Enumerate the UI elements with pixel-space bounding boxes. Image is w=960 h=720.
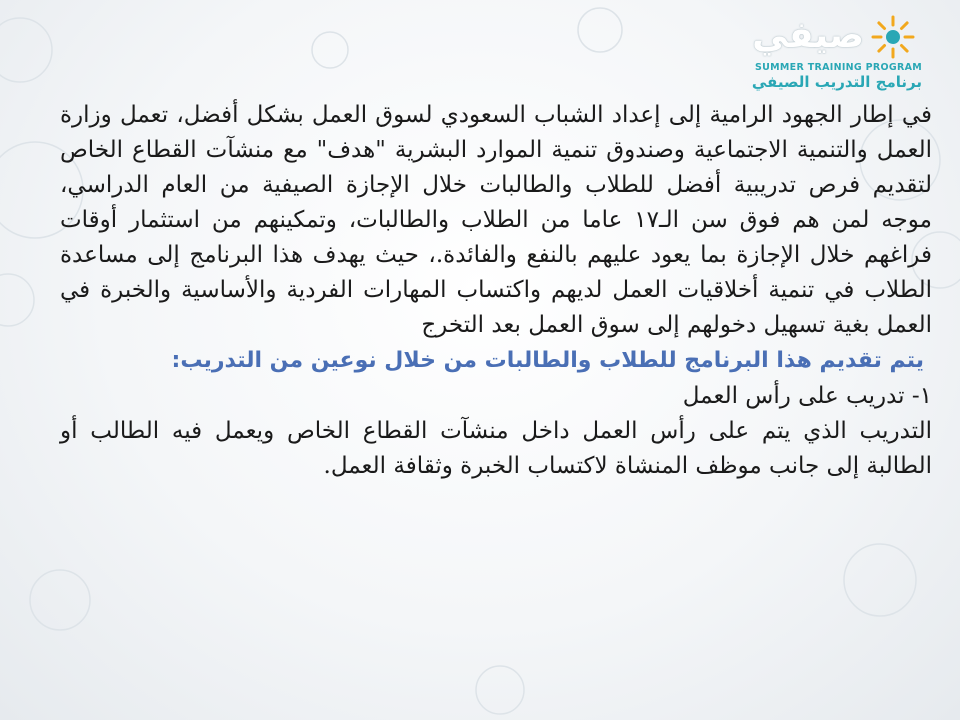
- item-heading: ١- تدريب على رأس العمل: [682, 383, 932, 409]
- slide-body: [60, 98, 932, 484]
- logo-english-text: SUMMER TRAINING PROGRAM: [755, 62, 922, 73]
- sun-icon: [870, 14, 916, 60]
- program-logo: [732, 10, 922, 98]
- logo-arabic-name: صيفي: [752, 15, 864, 56]
- item-description: التدريب الذي يتم على رأس العمل داخل منشآت القطاع الخاص ويعمل فيه الطالب أو الطالبة إلى جانب موظف المنشاة لاكتساب الخبرة وثقافة العمل.: [60, 418, 932, 479]
- intro-paragraph: في إطار الجهود الرامية إلى إعداد الشباب السعودي لسوق العمل بشكل أفضل، تعمل وزارة العمل والتنمية الاجتماعية وصندوق تنمية الموارد البشرية "هدف" مع منشآت القطاع الخاص لتقديم فرص تدريبية أفضل للطلاب والطالبات خلال الإجازة الصيفية من العام الدراسي، موجه لمن هم فوق سن الـ١٧ عاما من الطلاب والطالبات، وتمكينهم من استثمار أوقات فراغهم خلال الإجازة بما يعود عليهم بالنفع والفائدة.، حيث يهدف هذا البرنامج إلى مساعدة الطلاب في تنمية أخلاقيات العمل لديهم واكتساب المهارات الفردية والأساسية والخبرة في العمل بغية تسهيل دخولهم إلى سوق العمل بعد التخرج: [60, 102, 932, 338]
- highlight-line: يتم تقديم هذا البرنامج للطلاب والطالبات من خلال نوعين من التدريب:: [171, 348, 924, 373]
- logo-arabic-subtitle: برنامج التدريب الصيفي: [751, 73, 922, 91]
